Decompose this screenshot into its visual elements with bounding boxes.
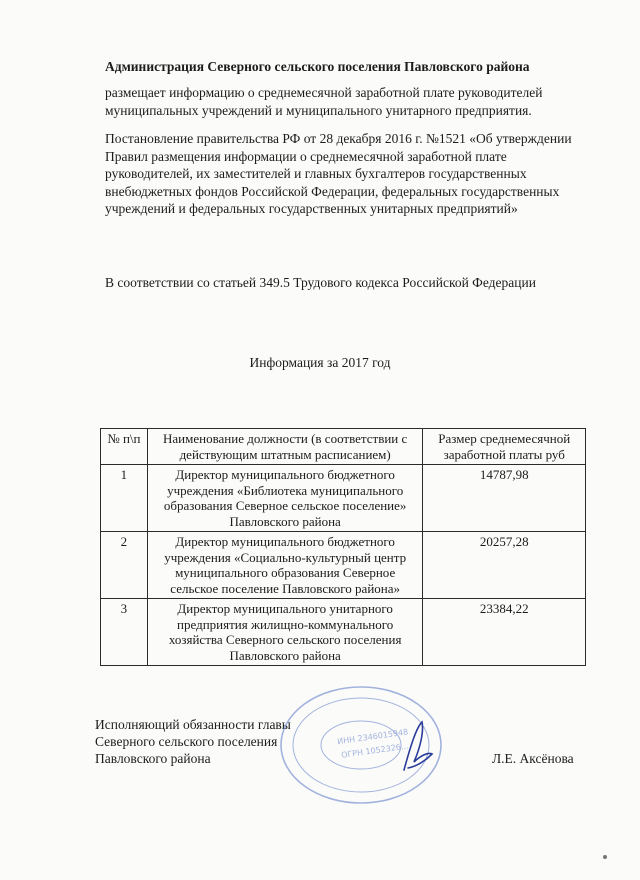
row-position: Директор муниципального бюджетного учреждения «Социально-культурный центр муниципального образования Северное сельское поселение Павловского района» <box>147 532 423 599</box>
signature-icon <box>396 718 436 778</box>
paper-speck <box>603 855 607 859</box>
row-position: Директор муниципального бюджетного учреждения «Библиотека муниципального образования Северное сельское поселение» Павловского района <box>147 465 423 532</box>
row-num: 3 <box>101 599 148 666</box>
header-num: № п\п <box>101 429 148 465</box>
header-salary: Размер среднемесячной заработной платы руб <box>423 429 586 465</box>
row-salary: 20257,28 <box>423 532 586 599</box>
law-paragraph: В соответствии со статьей 349.5 Трудового кодекса Российской Федерации <box>105 275 536 290</box>
signatory-line-2: Северного сельского поселения <box>95 734 278 749</box>
table-row <box>101 465 586 532</box>
salary-table <box>100 428 586 666</box>
signatory-line-1: Исполняющий обязанности главы <box>95 717 291 732</box>
table-header-row <box>101 429 586 465</box>
row-num: 1 <box>101 465 148 532</box>
row-salary: 14787,98 <box>423 465 586 532</box>
row-position: Директор муниципального унитарного предприятия жилищно-коммунального хозяйства Северного сельского поселения Павловского района <box>147 599 423 666</box>
intro-paragraph: размещает информацию о среднемесячной заработной плате руководителей муниципальных учреждений и муниципального унитарного предприятия. <box>105 85 543 118</box>
table-row <box>101 532 586 599</box>
row-salary: 23384,22 <box>423 599 586 666</box>
row-num: 2 <box>101 532 148 599</box>
signatory-line-3: Павловского района <box>95 751 211 766</box>
table-row <box>101 599 586 666</box>
document-header: Администрация Северного сельского поселения Павловского района <box>105 59 530 74</box>
decree-paragraph: Постановление правительства РФ от 28 декабря 2016 г. №1521 «Об утверждении Правил размещения информации о среднемесячной заработной плате руководителей, их заместителей и главных бухгалтеров государственных внебюджетных фондов Российской Федерации, федеральных государственных учреждений и федеральных государственных унитарных предприятий» <box>105 131 572 216</box>
stamp-text-mid: ОГРН 1052326... <box>340 741 410 760</box>
stamp-text-top: ИНН 2346015948 <box>336 727 409 747</box>
header-position: Наименование должности (в соответствии с действующим штатным расписанием) <box>147 429 423 465</box>
info-title: Информация за 2017 год <box>249 355 391 370</box>
signer-name: Л.Е. Аксёнова <box>492 751 574 766</box>
